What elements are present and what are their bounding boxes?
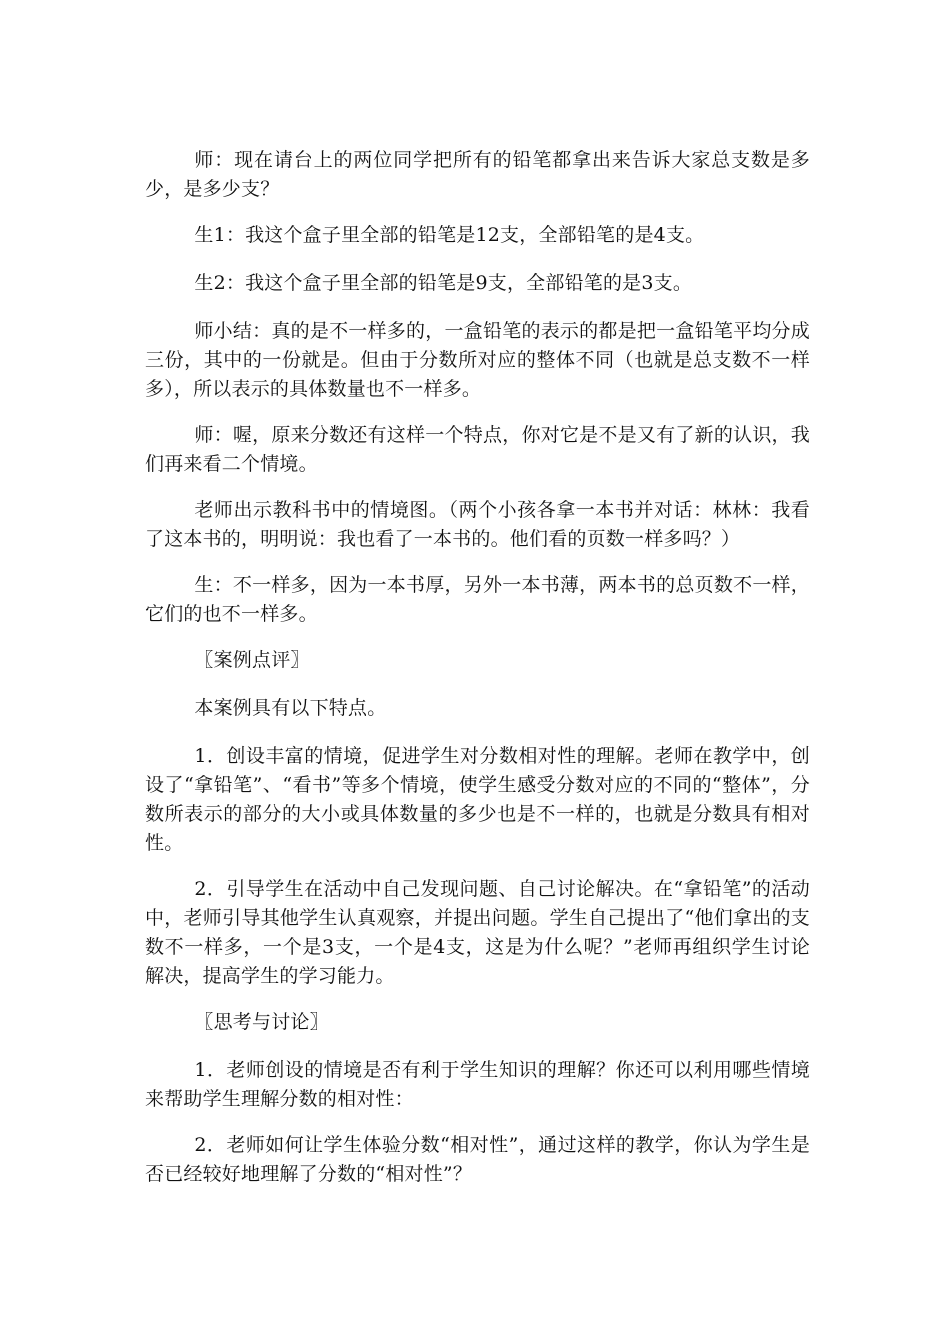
paragraph-discussion-1: 1．老师创设的情境是否有利于学生知识的理解？你还可以利用哪些情境来帮助学生理解分数的相对性： bbox=[145, 1059, 810, 1110]
paragraph-textbook-scene: 老师出示教科书中的情境图。（两个小孩各拿一本书并对话：林林：我看了这本书的，明明说：我也看了一本书的。他们看的页数一样多吗？） bbox=[145, 499, 810, 550]
section-heading-discussion: 〖思考与讨论〗 bbox=[194, 1011, 329, 1033]
paragraph-feature-1: 1．创设丰富的情境，促进学生对分数相对性的理解。老师在教学中，创设了“拿铅笔”、“看书”等多个情境，使学生感受分数对应的不同的“整体”，分数所表示的部分的大小或具体数量的多少也是不一样的，也就是分数具有相对性。 bbox=[145, 745, 810, 854]
paragraph-discussion-2: 2．老师如何让学生体验分数“相对性”，通过这样的教学，你认为学生是否已经较好地理解了分数的“相对性”？ bbox=[145, 1134, 810, 1185]
paragraph-student-answer: 生：不一样多，因为一本书厚，另外一本书薄，两本书的总页数不一样，它们的也不一样多。 bbox=[145, 574, 810, 625]
paragraph-teacher-transition: 师：喔，原来分数还有这样一个特点，你对它是不是又有了新的认识，我们再来看二个情境。 bbox=[145, 424, 810, 475]
section-heading-case-review: 〖案例点评〗 bbox=[194, 649, 310, 671]
paragraph-teacher-summary: 师小结：真的是不一样多的，一盒铅笔的表示的都是把一盒铅笔平均分成三份，其中的一份就是。但由于分数所对应的整体不同（也就是总支数不一样多），所以表示的具体数量也不一样多。 bbox=[145, 320, 810, 400]
paragraph-feature-2: 2．引导学生在活动中自己发现问题、自己讨论解决。在“拿铅笔”的活动中，老师引导其他学生认真观察，并提出问题。学生自己提出了“他们拿出的支数不一样多，一个是3支，一个是4支，这是为什么呢？”老师再组织学生讨论解决，提高学生的学习能力。 bbox=[145, 878, 810, 987]
paragraph-student-2: 生2：我这个盒子里全部的铅笔是9支，全部铅笔的是3支。 bbox=[194, 272, 693, 294]
document-body bbox=[145, 146, 810, 1206]
paragraph-student-1: 生1：我这个盒子里全部的铅笔是12支，全部铅笔的是4支。 bbox=[194, 224, 705, 246]
paragraph-teacher-question: 师：现在请台上的两位同学把所有的铅笔都拿出来告诉大家总支数是多少，是多少支？ bbox=[145, 149, 810, 200]
paragraph-features-intro: 本案例具有以下特点。 bbox=[194, 697, 387, 719]
